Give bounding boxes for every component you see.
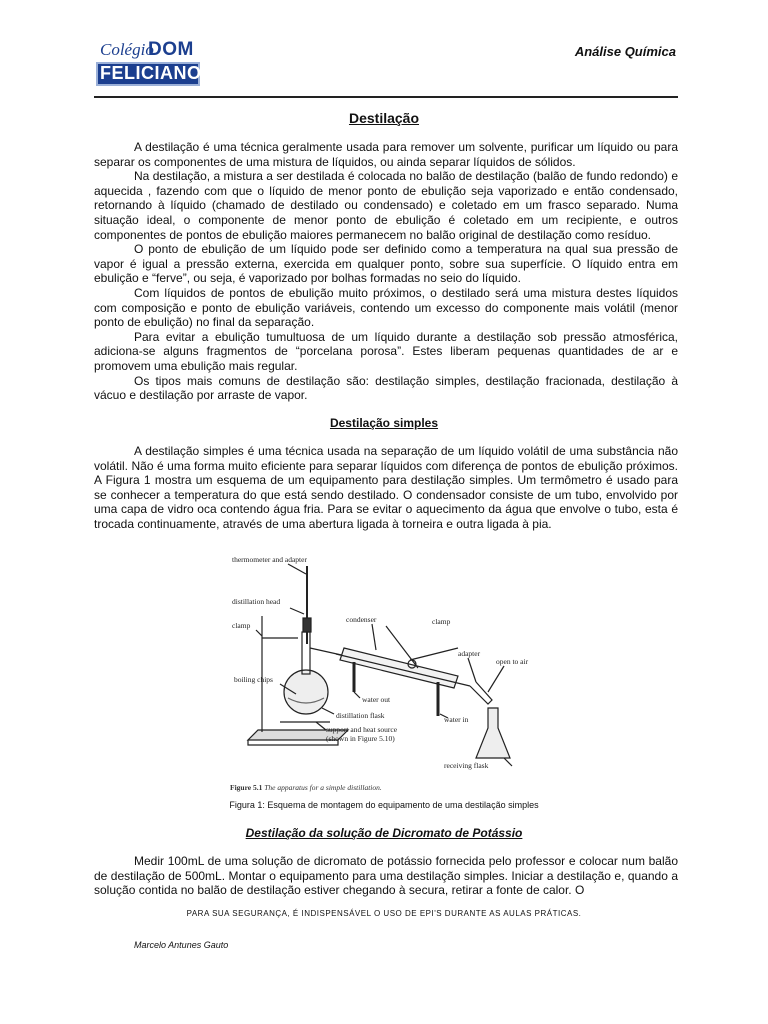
intro-paragraph-4: Com líquidos de pontos de ebulição muito próximos, o destilado será uma mistura destes líquidos com composição e ponto de ebulição variáveis, contendo um excesso do componente mais volátil (menor ponto de ebulição) no final da separação. — [94, 285, 678, 330]
label-distillation-flask: distillation flask — [336, 711, 385, 720]
label-clamp-left: clamp — [232, 621, 251, 630]
simple-paragraph: A destilação simples é uma técnica usada na separação de um líquido volátil de uma substância não volátil. Não é uma forma muito eficiente para separar líquidos com diferença de pontos de ebulição próximos. A Figura 1 mostra um esquema de um equipamento para destilação simples. Um termômetro é usado para se conhecer a temperatura do que está sendo destilado. O condensador consiste de um tubo, envolvido por uma capa de vidro oca contendo água fria. Para se evitar o aquecimento da água que envolve o tubo, esta é trocada continuamente, através de uma abertura ligada à torneira e outra ligada à pia. — [94, 444, 678, 531]
label-clamp-right: clamp — [432, 617, 451, 626]
logo-text-dom: DOM — [148, 39, 194, 60]
label-distillation-head: distillation head — [232, 597, 281, 606]
label-support-ref: (shown in Figure 5.10) — [326, 734, 395, 743]
label-adapter: adapter — [458, 649, 481, 658]
label-condenser: condenser — [346, 615, 377, 624]
figure-caption: Figura 1: Esquema de montagem do equipamento de uma destilação simples — [229, 800, 539, 810]
intro-paragraph-2: Na destilação, a mistura a ser destilada é colocada no balão de destilação (balão de fundo redondo) e aquecida , fazendo com que o líquido de menor ponto de ebulição seja vaporizado e então condensado, retornando à líquido (chamado de destilado ou condensado) e coletado em um frasco separado. Numa situação ideal, o componente de menor ponto de ebulição é coletado em um recipiente, e outros componentes de pontos de ebulição maiores permanecem no balão original de destilação como resíduo. — [94, 169, 678, 242]
section-title-simple: Destilação simples — [329, 416, 439, 430]
author-name: Marcelo Antunes Gauto — [134, 940, 229, 950]
dichromate-text — [94, 854, 678, 898]
label-open-to-air: open to air — [496, 657, 529, 666]
label-water-in: water in — [444, 715, 469, 724]
simple-text — [94, 444, 678, 532]
intro-paragraph-1: A destilação é uma técnica geralmente usada para remover um solvente, purificar um líquido ou para separar os componentes de uma mistura de líquidos, ou ainda separar líquidos de sólidos. — [94, 140, 678, 169]
dichromate-paragraph: Medir 100mL de uma solução de dicromato de potássio fornecida pelo professor e colocar num balão de destilação de 500mL. Montar o equipamento para uma destilação simples. Iniciar a destilação e, quando a solução contida no balão de destilação estiver chegando à secura, retirar a fonte de calor. O — [94, 854, 678, 898]
intro-text — [94, 140, 678, 403]
subject-header: Análise Química — [574, 44, 676, 59]
school-logo — [96, 40, 204, 86]
label-water-out: water out — [362, 695, 391, 704]
intro-paragraph-5: Para evitar a ebulição tumultuosa de um líquido durante a destilação sob pressão atmosférica, adiciona-se alguns fragmentos de “porcelana porosa”. Estes liberam pequenas quantidades de ar e promovem uma ebulição mais regular. — [94, 329, 678, 373]
logo-text-colegio: Colégio — [100, 40, 154, 59]
safety-notice: PARA SUA SEGURANÇA, É INDISPENSÁVEL O USO DE EPI'S DURANTE AS AULAS PRÁTICAS. — [186, 909, 582, 918]
inner-caption-number: Figure 5.1 — [230, 783, 263, 792]
header-rule — [94, 96, 678, 98]
label-receiving-flask: receiving flask — [444, 761, 489, 770]
intro-paragraph-6: Os tipos mais comuns de destilação são: destilação simples, destilação fracionada, destilação à vácuo e destilação por arraste de vapor. — [94, 373, 678, 403]
section-title-dichromate: Destilação da solução de Dicromato de Potássio — [245, 826, 523, 840]
label-boiling-chips: boiling chips — [234, 675, 273, 684]
logo-text-feliciano: FELICIANO — [100, 63, 202, 83]
page-title: Destilação — [348, 110, 420, 126]
label-support: support and heat source — [326, 725, 398, 734]
inner-caption-text: The apparatus for a simple distillation. — [264, 783, 382, 792]
distillation-apparatus-figure — [226, 552, 546, 798]
intro-paragraph-3: O ponto de ebulição de um líquido pode ser definido como a temperatura na qual sua pressão de vapor é igual a pressão externa, exercida em qualquer ponto, sobre sua superfície. O líquido entra em ebulição e “ferve”, ou seja, é vaporizado por bolhas formadas no seio do líquido. — [94, 242, 678, 286]
label-thermometer: thermometer and adapter — [232, 555, 307, 564]
svg-text:Figure 5.1 The apparatus f — [230, 783, 382, 792]
